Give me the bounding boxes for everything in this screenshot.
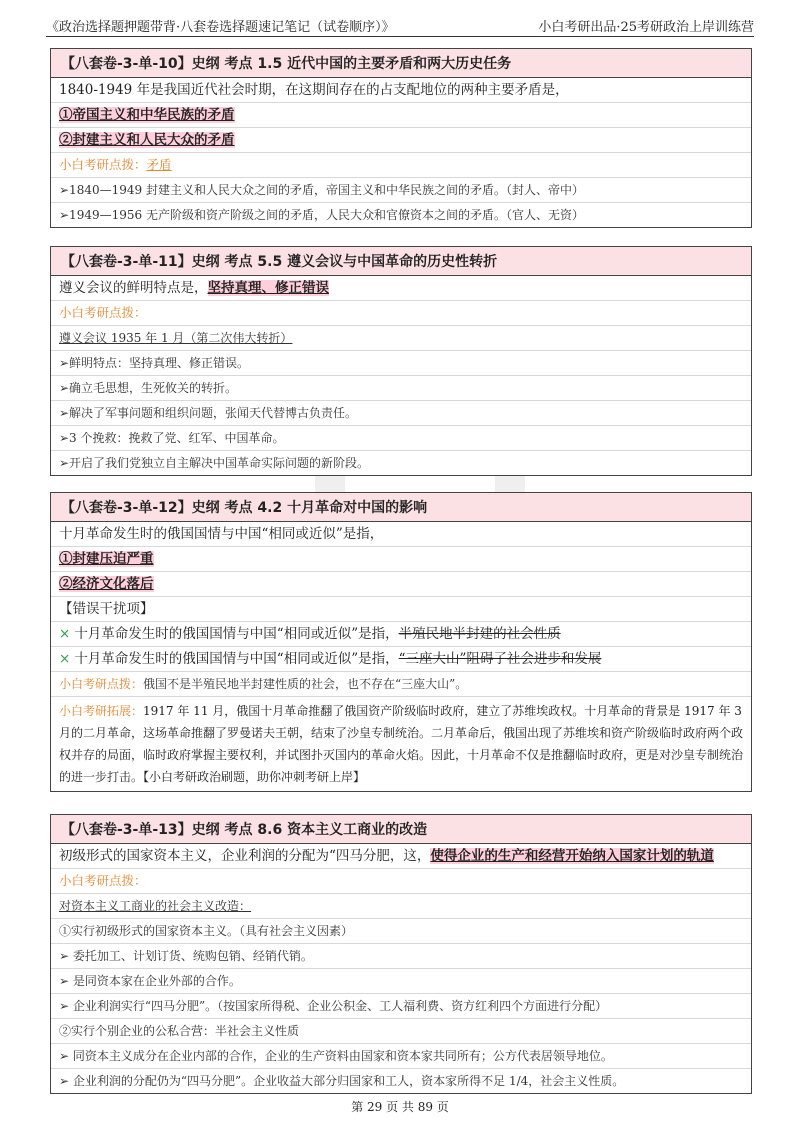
note-line: ➢ 委托加工、计划订货、统购包销、经销代销。	[51, 944, 751, 969]
wrong-option	[51, 622, 751, 647]
answer-option: ①帝国主义和中华民族的矛盾	[59, 107, 235, 123]
wrong-struck-text: 半殖民地半封建的社会性质	[398, 626, 561, 642]
extend-row	[51, 697, 751, 791]
question-text: 十月革命发生时的俄国国情与中国“相同或近似”是指，	[51, 522, 751, 547]
extend-label: 小白考研拓展：	[59, 704, 144, 718]
wrong-option	[51, 647, 751, 672]
question-card-12	[50, 492, 752, 792]
tip-text: 矛盾	[146, 157, 172, 172]
note-line: ➢3 个挽救：挽救了党、红军、中国革命。	[51, 426, 751, 451]
note-line: ➢ 企业利润的分配仍为“四马分肥”。企业收益大部分归国家和工人，资本家所得不足 1/4，社会主义性质。	[59, 1074, 625, 1088]
note-line: 遵义会议 1935 年 1 月（第二次伟大转折）	[51, 326, 751, 351]
page-footer: 第 29 页 共 89 页	[351, 1100, 449, 1114]
note-line: ➢ 同资本主义成分在企业内部的合作，企业的生产资料由国家和资本家共同所有；公方代表居领导地位。	[51, 1044, 751, 1069]
note-line: ➢1949—1956 无产阶级和资产阶级之间的矛盾，人民大众和官僚资本之间的矛盾。（官人、无资）	[59, 208, 584, 222]
answer-row	[51, 572, 751, 597]
note-line: ➢解决了军事问题和组织问题，张闻天代替博古负责任。	[51, 401, 751, 426]
note-line: ➢确立毛思想，生死攸关的转折。	[51, 376, 751, 401]
answer-row	[51, 128, 751, 153]
answer-option: ②封建主义和人民大众的矛盾	[59, 132, 235, 148]
card-title: 【八套卷-3-单-12】史纲 考点 4.2 十月革命对中国的影响	[51, 493, 751, 522]
cross-icon: ×	[59, 626, 71, 642]
tip-row	[51, 672, 751, 697]
note-line: ②实行个别企业的公私合营：半社会主义性质	[51, 1019, 751, 1044]
question-text: 1840-1949 年是我国近代社会时期，在这期间存在的占支配地位的两种主要矛盾是，	[51, 78, 751, 103]
tip-label: 小白考研点拨：	[59, 157, 147, 172]
answer-inline: 坚持真理、修正错误	[207, 280, 329, 296]
question-row	[51, 276, 751, 301]
answer-option: ②经济文化落后	[59, 576, 154, 592]
wrong-prefix: 十月革命发生时的俄国国情与中国“相同或近似”是指，	[74, 651, 399, 667]
question-card-10	[50, 48, 752, 228]
answer-row	[51, 547, 751, 572]
extend-text: 1917 年 11 月，俄国十月革命推翻了俄国资产阶级临时政府，建立了苏维埃政权。十月革命的背景是 1917 年 3 月的二月革命，这场革命推翻了罗曼诺夫王朝，结束了沙皇专制统治。二月革命后，俄国出现了苏维埃和资产阶级临时政府两个政权并存的局面，临时政府掌握主要权利，并试图扑灭国内的革命火焰。因此，十月革命不仅是推翻临时政府，更是对沙皇专制统治的进一步打击。【小白考研政治刷题，助你冲刺考研上岸】	[59, 704, 744, 784]
card-title: 【八套卷-3-单-10】史纲 考点 1.5 近代中国的主要矛盾和两大历史任务	[51, 49, 751, 78]
wrong-prefix: 十月革命发生时的俄国国情与中国“相同或近似”是指，	[74, 626, 399, 642]
tip-text: 俄国不是半殖民地半封建性质的社会，也不存在“三座大山”。	[143, 677, 468, 691]
cross-icon: ×	[59, 651, 71, 667]
question-row	[51, 844, 751, 869]
question-card-13	[50, 814, 752, 1094]
page-header	[46, 14, 754, 37]
header-left-title: 《政治选择题押题带背·八套卷选择题速记笔记（试卷顺序）》	[46, 19, 395, 35]
wrong-struck-text: “三座大山”阻碍了社会进步和发展	[398, 651, 602, 667]
card-title: 【八套卷-3-单-11】史纲 考点 5.5 遵义会议与中国革命的历史性转折	[51, 247, 751, 276]
tip-label: 小白考研点拨：	[51, 301, 751, 326]
answer-row	[51, 103, 751, 128]
tip-label: 小白考研点拨：	[51, 869, 751, 894]
note-line: ➢鲜明特点：坚持真理、修正错误。	[51, 351, 751, 376]
note-line: ➢ 是同资本家在企业外部的合作。	[51, 969, 751, 994]
wrong-options-label: 【错误干扰项】	[51, 597, 751, 622]
note-line: ➢1840—1949 封建主义和人民大众之间的矛盾，帝国主义和中华民族之间的矛盾。（封人、帝中）	[51, 178, 751, 203]
answer-inline: 使得企业的生产和经营开始纳入国家计划的轨道	[430, 848, 714, 864]
note-line: ➢ 企业利润实行“四马分肥”。（按国家所得税、企业公积金、工人福利费、资方红利四个方面进行分配）	[51, 994, 751, 1019]
question-text: 遵义会议的鲜明特点是，	[59, 280, 208, 296]
question-text: 初级形式的国家资本主义，企业利润的分配为“四马分肥，这，	[59, 848, 431, 864]
header-right-title: 小白考研出品·25考研政治上岸训练营	[538, 19, 754, 35]
tip-label: 小白考研点拨：	[59, 677, 144, 691]
answer-option: ①封建压迫严重	[59, 551, 154, 567]
note-line: ➢开启了我们党独立自主解决中国革命实际问题的新阶段。	[59, 456, 370, 470]
note-line: ①实行初级形式的国家资本主义。（具有社会主义因素）	[51, 919, 751, 944]
tip-row	[51, 153, 751, 178]
note-line: 对资本主义工商业的社会主义改造：	[51, 894, 751, 919]
card-title: 【八套卷-3-单-13】史纲 考点 8.6 资本主义工商业的改造	[51, 815, 751, 844]
question-card-11	[50, 246, 752, 476]
